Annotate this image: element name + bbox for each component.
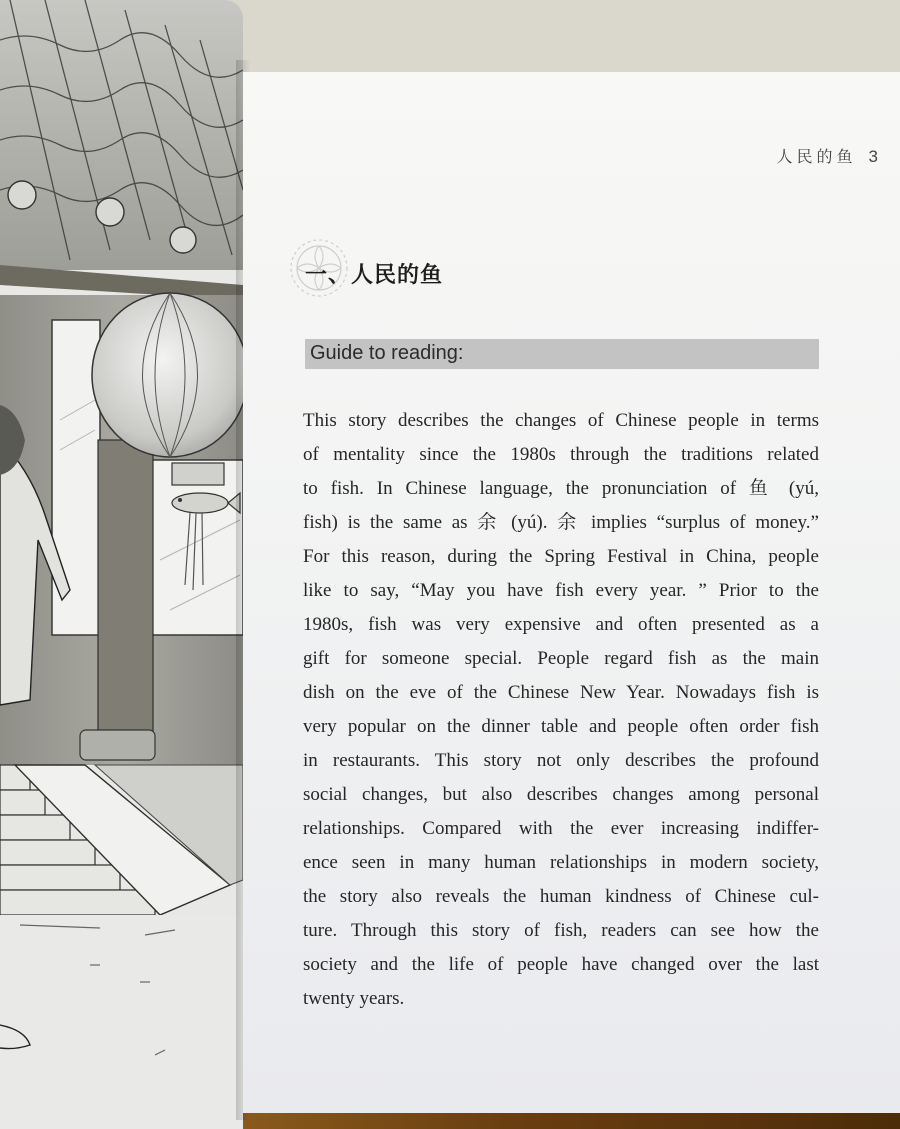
guide-to-reading-banner	[305, 339, 819, 369]
chapter-name: 人民的鱼	[351, 262, 444, 288]
body-line: society and the life of people have changed over the last	[303, 954, 819, 975]
body-line: dish on the eve of the Chinese New Year. Nowadays fish is	[303, 682, 819, 703]
body-line: in restaurants. This story not only describes the profound	[303, 750, 819, 771]
body-line: social changes, but also describes changes among personal	[303, 784, 819, 805]
doorway-lantern-illustration	[0, 0, 243, 1129]
body-line: relationships. Compared with the ever increasing indiffer-	[303, 818, 819, 839]
right-page	[243, 72, 900, 1113]
guide-body-paragraph	[303, 404, 819, 1016]
running-head	[777, 144, 878, 167]
body-line: For this reason, during the Spring Festival in China, people	[303, 546, 819, 567]
body-line: very popular on the dinner table and people often order fish	[303, 716, 819, 737]
body-line: to fish. In Chinese language, the pronunciation of 鱼 (yú,	[303, 478, 819, 499]
body-line: fish) is the same as 余 (yú). 余 implies “surplus of money.”	[303, 512, 819, 533]
body-line: like to say, “May you have fish every year. ” Prior to the	[303, 580, 819, 601]
body-line: twenty years.	[303, 988, 405, 1009]
body-line: 1980s, fish was very expensive and often presented as a	[303, 614, 819, 635]
page-number: 3	[868, 147, 878, 166]
left-page-illustration	[0, 0, 243, 1129]
chapter-number: 一、	[305, 262, 352, 288]
body-line: ture. Through this story of fish, readers can see how the	[303, 920, 819, 941]
body-line: gift for someone special. People regard fish as the main	[303, 648, 819, 669]
running-head-title: 人民的鱼	[776, 147, 857, 166]
guide-to-reading-label: Guide to reading:	[310, 342, 464, 364]
body-line: ence seen in many human relationships in modern society,	[303, 852, 819, 873]
body-line: the story also reveals the human kindness of Chinese cul-	[303, 886, 819, 907]
body-line: of mentality since the 1980s through the traditions related	[303, 444, 819, 465]
body-line: This story describes the changes of Chinese people in terms	[303, 410, 819, 431]
chapter-title	[305, 258, 443, 289]
wooden-table-edge	[240, 1113, 900, 1129]
